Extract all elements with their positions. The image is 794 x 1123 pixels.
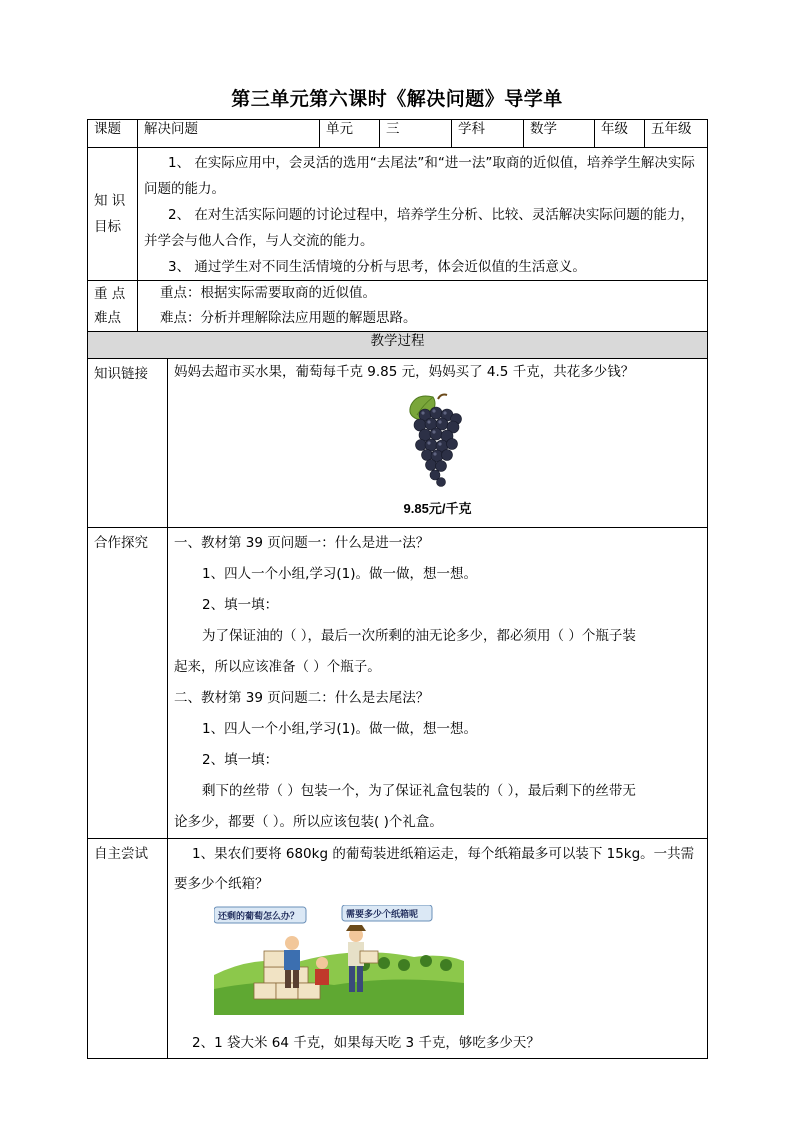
unit-value: 三 bbox=[380, 120, 452, 148]
lesson-value: 解决问题 bbox=[138, 120, 320, 148]
price-caption: 9.85元/千克 bbox=[403, 500, 472, 516]
goal-item: 3、 通过学生对不同生活情境的分析与思考，体会近似值的生活意义。 bbox=[168, 259, 586, 275]
explore-step: 1、四人一个小组,学习(1)。做一做，想一想。 bbox=[202, 721, 478, 737]
process-label: 教学过程 bbox=[88, 332, 708, 359]
key-points-content bbox=[138, 281, 708, 332]
problem-1: 1、果农们要将 680kg 的葡萄装进纸箱运走，每个纸箱最多可以装下 15kg。一共需 bbox=[192, 846, 695, 862]
goals-label: 知 识 目标 bbox=[88, 148, 138, 281]
bubble-left: 还剩的葡萄怎么办？ bbox=[218, 912, 300, 922]
link-question: 妈妈去超市买水果，葡萄每千克 9.85 元，妈妈买了 4.5 千克，共花多少钱？ bbox=[174, 364, 635, 380]
fill-blank-text: 为了保证油的（ ），最后一次所剩的油无论多少，都必须用（ ）个瓶子装 bbox=[202, 628, 636, 644]
header-row bbox=[88, 120, 708, 148]
explore-question-1: 一、教材第 39 页问题一：什么是进一法？ bbox=[174, 535, 430, 551]
explore-step: 1、四人一个小组,学习(1)。做一做，想一想。 bbox=[202, 566, 478, 582]
link-label: 知识链接 bbox=[88, 359, 168, 528]
key-point: 重点：根据实际需要取商的近似值。 bbox=[160, 285, 376, 301]
grade-value: 五年级 bbox=[645, 120, 708, 148]
subject-label: 学科 bbox=[452, 120, 524, 148]
process-row bbox=[88, 332, 708, 359]
difficult-point: 难点：分析并理解除法应用题的解题思路。 bbox=[160, 310, 417, 326]
explore-step: 2、填一填： bbox=[202, 752, 279, 768]
goal-item: 2、 在对生活实际问题的讨论过程中，培养学生分析、比较、灵活解决实际问题的能力，并学会与他人合作，与人交流的能力。 bbox=[144, 207, 694, 249]
page-title: 第三单元第六课时《解决问题》导学单 bbox=[231, 88, 563, 110]
explore-row bbox=[88, 528, 708, 839]
fill-blank-text: 剩下的丝带（ ）包装一个，为了保证礼盒包装的（ ），最后剩下的丝带无 bbox=[202, 783, 636, 799]
grape-figure bbox=[174, 391, 701, 518]
selftry-row bbox=[88, 839, 708, 1059]
grape-image bbox=[403, 391, 473, 491]
explore-step: 2、填一填： bbox=[202, 597, 279, 613]
subject-value: 数学 bbox=[524, 120, 595, 148]
selftry-label: 自主尝试 bbox=[88, 839, 168, 1059]
goal-item: 1、 在实际应用中，会灵活的选用“去尾法”和“进一法”取商的近似值，培养学生解决实际问题的能力。 bbox=[144, 155, 695, 197]
problem-2: 2、1 袋大米 64 千克，如果每天吃 3 千克，够吃多少天？ bbox=[192, 1034, 540, 1051]
selftry-content bbox=[168, 839, 708, 1059]
link-content bbox=[168, 359, 708, 528]
explore-content bbox=[168, 528, 708, 839]
key-points-label: 重 点 难点 bbox=[88, 281, 138, 332]
fill-blank-text: 论多少，都要（ ）。所以应该包装( )个礼盒。 bbox=[174, 814, 443, 830]
problem-1-cont: 要多少个纸箱？ bbox=[174, 876, 269, 892]
unit-label: 单元 bbox=[320, 120, 380, 148]
goals-content bbox=[138, 148, 708, 281]
explore-question-2: 二、教材第 39 页问题二：什么是去尾法？ bbox=[174, 690, 430, 706]
key-points-row bbox=[88, 281, 708, 332]
farm-illustration bbox=[214, 905, 464, 1015]
grade-label: 年级 bbox=[595, 120, 645, 148]
goals-row bbox=[88, 148, 708, 281]
lesson-table bbox=[87, 119, 708, 1059]
explore-label: 合作探究 bbox=[88, 528, 168, 839]
bubble-right: 需要多少个纸箱呢 bbox=[346, 910, 419, 920]
lesson-label: 课题 bbox=[88, 120, 138, 148]
link-row bbox=[88, 359, 708, 528]
fill-blank-text: 起来，所以应该准备（ ）个瓶子。 bbox=[174, 659, 381, 675]
